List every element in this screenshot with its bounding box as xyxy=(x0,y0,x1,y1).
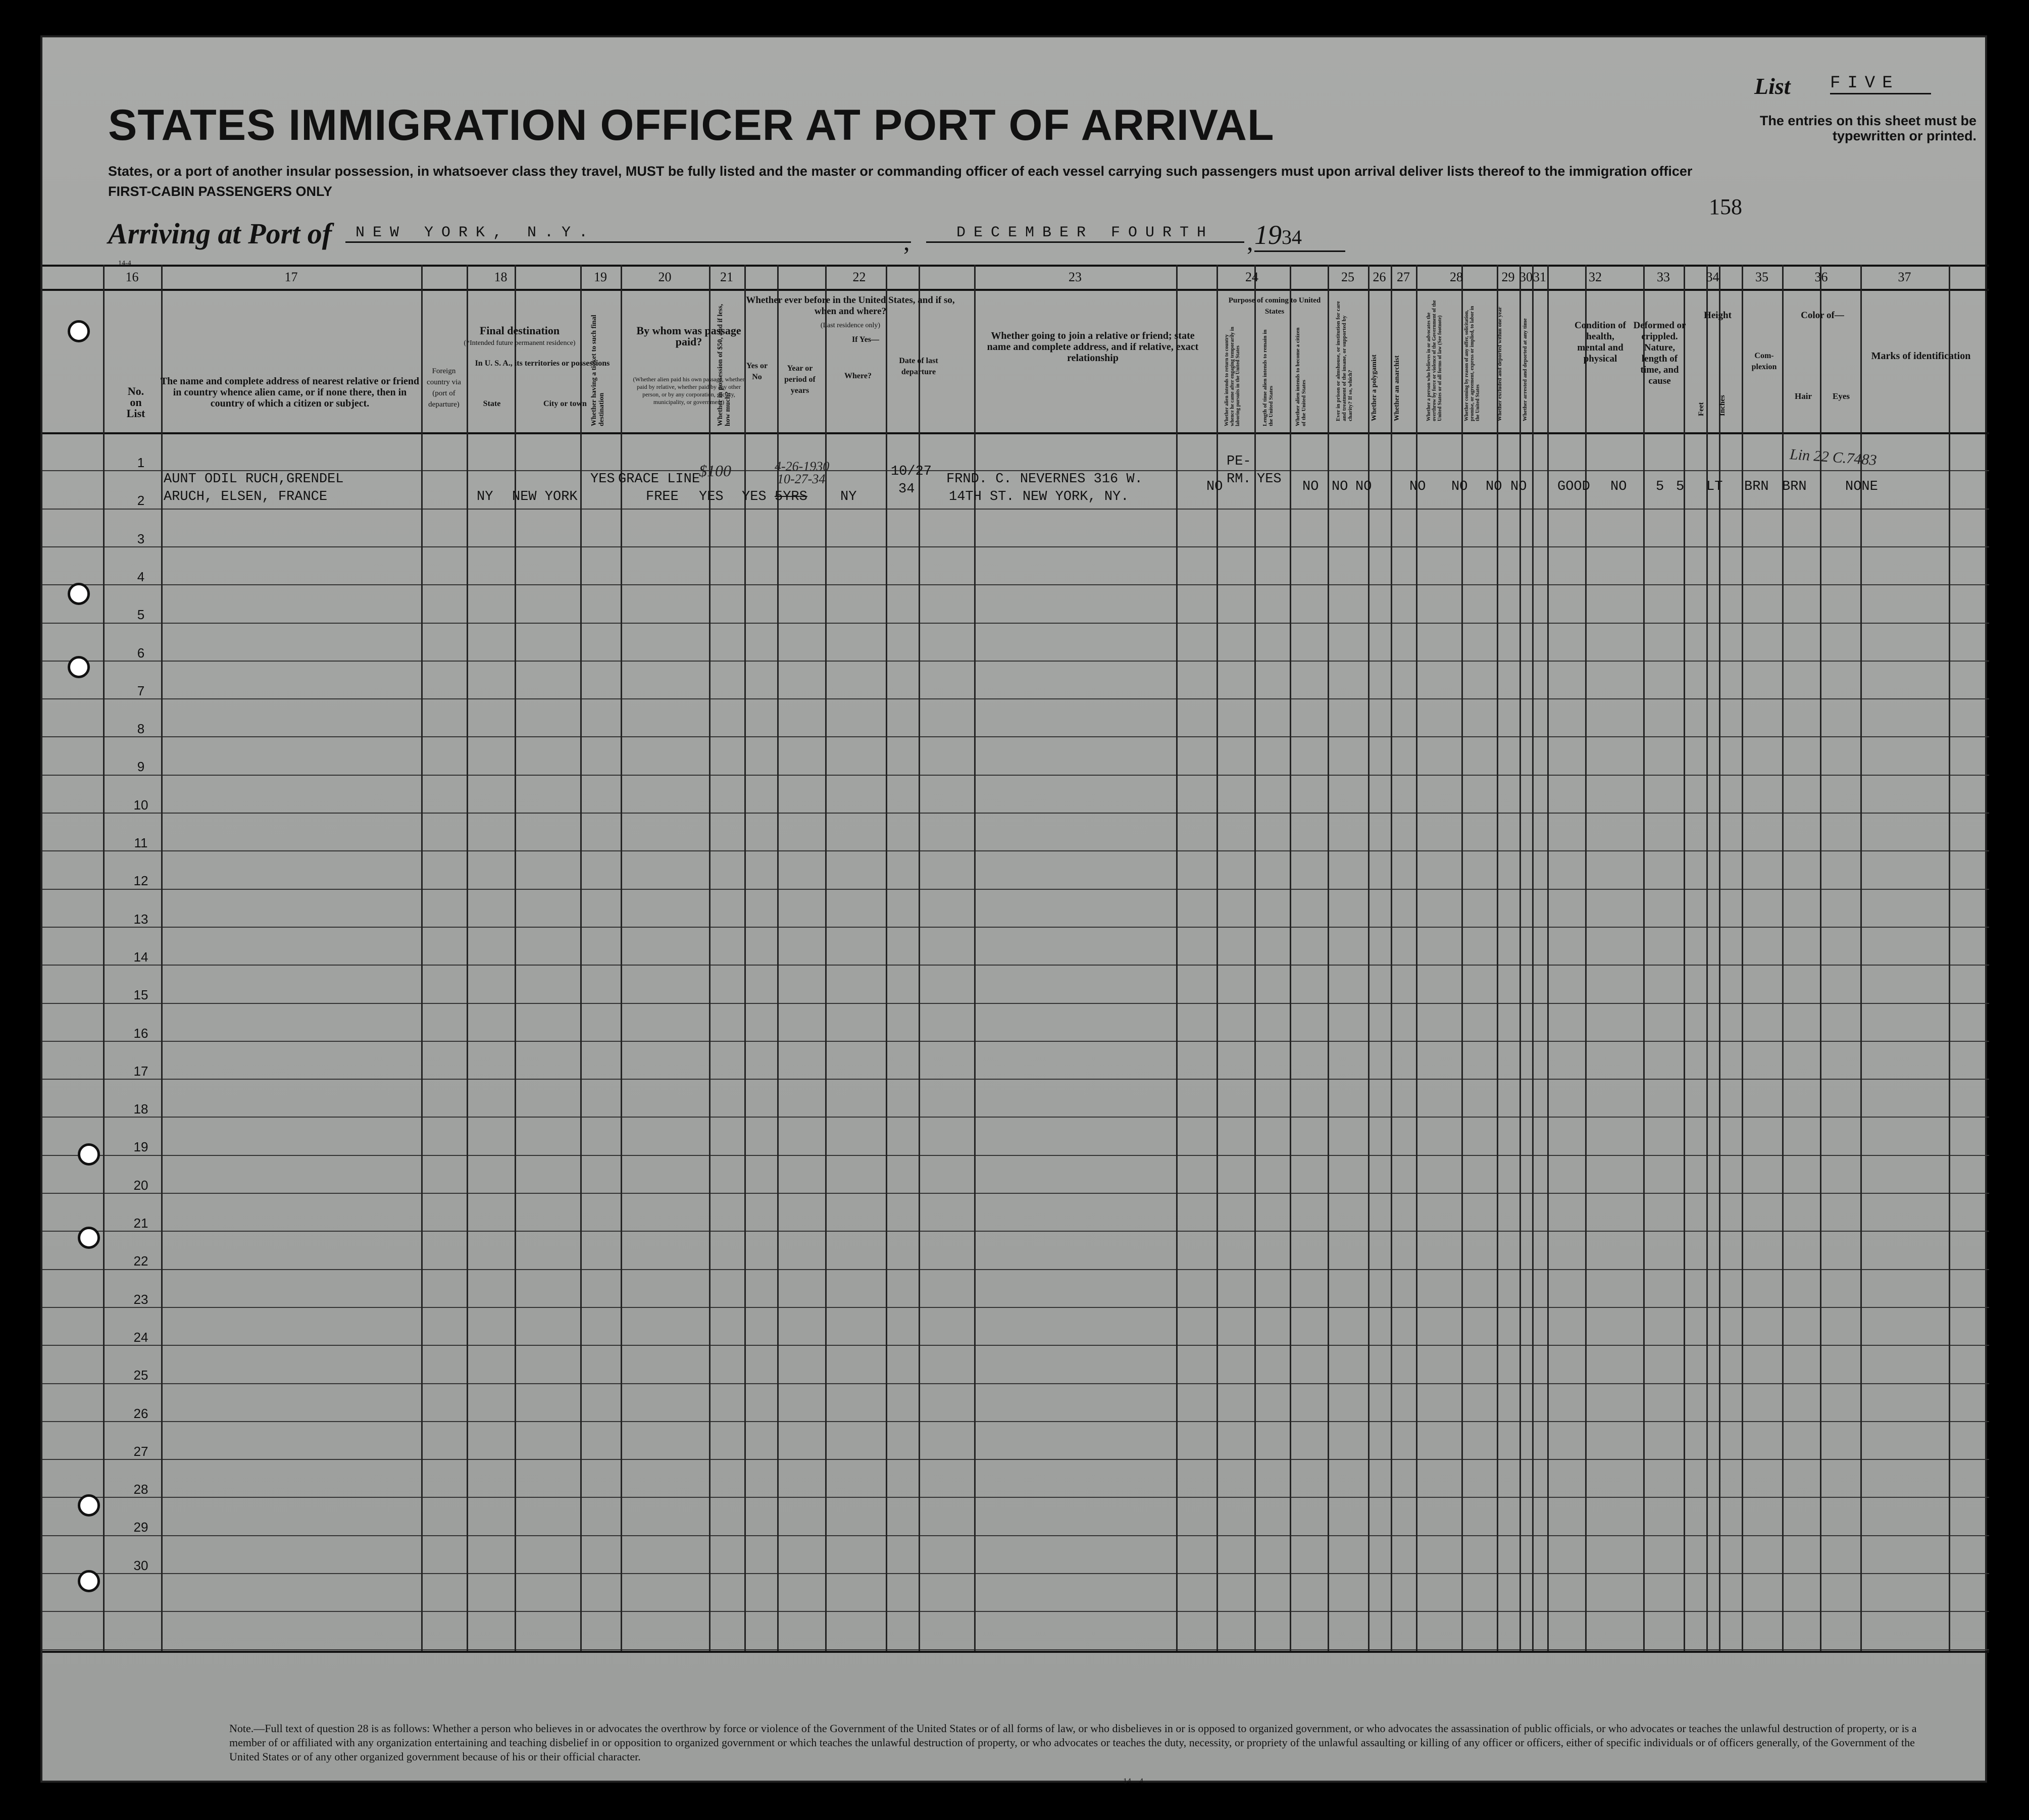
arrested-value: NO xyxy=(1510,479,1527,494)
column-line xyxy=(1643,265,1645,1651)
row-line xyxy=(42,1117,1989,1118)
row-line xyxy=(42,1307,1989,1308)
feet-value: 5 xyxy=(1656,479,1664,494)
row-number: 20 xyxy=(133,1177,148,1193)
passage-line-1: GRACE LINE xyxy=(618,472,700,487)
column-line xyxy=(1532,265,1534,1651)
length-line-2: RM. xyxy=(1227,472,1251,487)
arrival-year xyxy=(1254,219,1345,252)
labor-offer-value: NO xyxy=(1451,479,1468,494)
row-number: 17 xyxy=(133,1063,148,1079)
ticket-value: YES xyxy=(590,472,615,487)
year-suffix: 34 xyxy=(1282,226,1302,248)
header-labor-offer: Whether coming by reason of any offer, solicitation, promise, or agreement, express or implied, to labor in the United States xyxy=(1464,306,1481,421)
column-line xyxy=(1497,265,1498,1651)
row-line xyxy=(42,1041,1989,1042)
header-last-departure: Date of last departure xyxy=(899,357,938,376)
row-number: 29 xyxy=(133,1520,148,1535)
years-handwritten-2: 10-27-34 xyxy=(777,472,826,486)
column-line xyxy=(1368,265,1369,1651)
row-line xyxy=(42,1497,1989,1498)
column-number: 32 xyxy=(1589,270,1602,284)
column-number: 17 xyxy=(284,270,298,284)
class-line: FIRST-CABIN PASSENGERS ONLY xyxy=(108,184,333,199)
column-number: 30 xyxy=(1519,270,1533,284)
deformed-value: NO xyxy=(1610,479,1627,494)
row-number: 7 xyxy=(137,683,145,698)
row-line xyxy=(42,889,1989,890)
row-line xyxy=(42,546,1989,547)
header-money: Whether in possession of $50, and if less, how much? xyxy=(717,304,732,426)
header-excluded: Whether excluded and deported within one year xyxy=(1497,307,1503,421)
arriving-label: Arriving at Port of xyxy=(108,217,332,250)
year-prefix: 19 xyxy=(1254,220,1282,250)
header-if-yes: If Yes— xyxy=(851,335,880,344)
row-line xyxy=(42,1193,1989,1194)
header-foreign-country: Foreign country via (port of departure) xyxy=(427,367,461,409)
polygamist-value: NO xyxy=(1332,479,1348,494)
column-number: 20 xyxy=(658,270,672,284)
where-value: NY xyxy=(840,489,857,504)
column-line xyxy=(886,265,887,1651)
header-where: Where? xyxy=(844,372,872,380)
header-ticket: Whether having a ticket to such final destination xyxy=(590,315,605,426)
anarchist-value: NO xyxy=(1355,479,1372,494)
row-line xyxy=(42,775,1989,776)
row-number: 24 xyxy=(133,1329,148,1345)
relative-line-2: ARUCH, ELSEN, FRANCE xyxy=(164,489,328,504)
money-handwritten: $100 xyxy=(699,462,731,480)
column-number: 22 xyxy=(852,270,866,284)
header-no-on-list: No. on List xyxy=(126,385,145,420)
eyes-value: BRN xyxy=(1782,479,1807,494)
footnote-code: 14—4 xyxy=(1123,1777,1143,1786)
header-feet: Feet xyxy=(1697,402,1705,416)
column-number: 28 xyxy=(1450,270,1463,284)
column-number: 33 xyxy=(1657,270,1670,284)
column-line xyxy=(1706,265,1708,1651)
header-city: City or town xyxy=(543,399,587,408)
row-number: 23 xyxy=(133,1291,148,1307)
header-inches: Inches xyxy=(1718,395,1727,416)
column-line xyxy=(467,265,468,1651)
manifest-sheet xyxy=(40,35,1987,1786)
column-number: 34 xyxy=(1706,270,1719,284)
column-number: 26 xyxy=(1373,270,1386,284)
column-number: 19 xyxy=(594,270,607,284)
header-state: State xyxy=(483,399,501,408)
years-handwritten: 4-26-1930 xyxy=(775,459,830,474)
row-line xyxy=(42,1573,1989,1574)
return-home-value: NO xyxy=(1206,479,1223,494)
column-line xyxy=(1547,265,1549,1651)
header-overthrow: Whether a person who believes in or advocates the overthrow by force or violence of the Government of the United States or of all forms of law (See footnote) xyxy=(1426,300,1443,421)
health-value: GOOD xyxy=(1557,479,1590,494)
relative-line-1: AUNT ODIL RUCH,GRENDEL xyxy=(164,472,344,487)
marginal-note: Lin 22 C.7483 xyxy=(1789,446,1878,469)
column-line xyxy=(1461,265,1463,1651)
row-line xyxy=(42,1269,1989,1270)
length-line-1: PE- xyxy=(1227,454,1251,469)
row-line xyxy=(42,1535,1989,1536)
row-number: 8 xyxy=(137,721,145,737)
money-value: YES xyxy=(699,489,724,504)
column-number: 24 xyxy=(1245,270,1258,284)
column-number: 18 xyxy=(494,270,508,284)
column-number: 31 xyxy=(1533,270,1546,284)
header-ever-before: Whether ever before in the United States, and if so, when and where? xyxy=(746,295,955,317)
row-line xyxy=(42,927,1989,928)
column-line xyxy=(1416,265,1417,1651)
row-number: 14 xyxy=(133,949,148,965)
marks-value: NONE xyxy=(1845,479,1878,494)
list-label: List xyxy=(1754,73,1791,99)
complexion-value: LT xyxy=(1706,479,1723,494)
header-purpose-return: Whether alien intends to return to country whence he came after engaging temporarily in laboring pursuits in the United States xyxy=(1224,327,1241,426)
header-polygamist: Whether a polygamist xyxy=(1371,355,1378,421)
column-line xyxy=(1782,265,1784,1651)
header-color-of: Color of— xyxy=(1801,310,1844,321)
column-number: 29 xyxy=(1501,270,1515,284)
row-line xyxy=(42,1155,1989,1156)
row-number: 21 xyxy=(133,1216,148,1231)
ever-before-value: YES xyxy=(742,489,767,504)
row-line xyxy=(42,965,1989,966)
comma-mark: , xyxy=(903,227,910,256)
punch-hole-icon xyxy=(78,1494,100,1516)
prison-value: NO xyxy=(1302,479,1319,494)
header-join-relative: Whether going to join a relative or friend; state name and complete address, and if relative, exact relationship xyxy=(987,330,1199,364)
header-prison: Ever in prison or almshouse, or institution for care and treatment of the insane, or supported by charity? If so, which? xyxy=(1335,301,1353,421)
punch-hole-icon xyxy=(78,1570,100,1592)
row-number: 27 xyxy=(133,1443,148,1459)
column-line xyxy=(1391,265,1392,1651)
row-line xyxy=(42,1079,1989,1080)
column-line xyxy=(1684,265,1685,1651)
row-number: 3 xyxy=(137,531,145,546)
header-eyes: Eyes xyxy=(1833,391,1850,401)
row-number: 13 xyxy=(133,911,148,927)
row-number: 19 xyxy=(133,1139,148,1155)
column-number: 25 xyxy=(1341,270,1354,284)
column-number: 36 xyxy=(1814,270,1828,284)
excluded-value: NO xyxy=(1486,479,1502,494)
column-line xyxy=(1216,265,1218,1651)
page-title: STATES IMMIGRATION OFFICER AT PORT OF ARRIVAL xyxy=(108,101,1275,149)
header-marks: Marks of identification xyxy=(1871,350,1971,362)
row-line xyxy=(42,736,1989,737)
row-number: 9 xyxy=(137,759,145,775)
header-arrested: Whether arrested and deported at any time xyxy=(1522,318,1528,421)
header-years: Year or period of years xyxy=(784,364,816,395)
row-line xyxy=(42,850,1989,851)
row-line xyxy=(42,1231,1989,1232)
page-subtitle: States, or a port of another insular possession, in whatsoever class they travel, MUST be fully listed and the master or commanding officer of each vessel carrying such passengers must upon arrival deliver lists thereof to the immigration officer xyxy=(108,164,1693,179)
header-anarchist: Whether an anarchist xyxy=(1393,355,1401,421)
header-hair: Hair xyxy=(1795,391,1812,401)
punch-hole-icon xyxy=(78,1227,100,1249)
row-number: 12 xyxy=(133,873,148,889)
column-line xyxy=(1254,265,1256,1651)
column-line xyxy=(1719,265,1720,1651)
header-final-destination: Final destination xyxy=(479,324,560,337)
header-purpose-citizen: Whether alien intends to become a citizen of the United States xyxy=(1295,327,1307,426)
header-passage-paid: By whom was passage paid? xyxy=(636,324,741,348)
header-purpose: Purpose of coming to United States xyxy=(1228,296,1321,316)
column-number: 35 xyxy=(1755,270,1768,284)
arrival-date: DECEMBER FOURTH xyxy=(926,224,1244,243)
header-ever-before-note: (Last residence only) xyxy=(820,322,881,329)
row-line xyxy=(42,661,1989,662)
column-number: 37 xyxy=(1898,270,1911,284)
column-line xyxy=(1585,265,1587,1651)
header-purpose-length: Length of time alien intends to remain in the United States xyxy=(1262,329,1274,426)
column-line xyxy=(744,265,746,1651)
column-line xyxy=(1820,265,1821,1651)
row-number: 30 xyxy=(133,1557,148,1573)
overthrow-value: NO xyxy=(1409,479,1426,494)
passage-line-2: FREE xyxy=(646,489,679,504)
header-health: Condition of health, mental and physical xyxy=(1575,320,1626,364)
list-number: FIVE xyxy=(1830,74,1931,94)
header-height: Height xyxy=(1704,310,1732,321)
row-number: 11 xyxy=(134,835,148,850)
row-line xyxy=(42,1383,1989,1384)
row-line xyxy=(42,584,1989,585)
header-deformed: Deformed or crippled. Nature, length of time, and cause xyxy=(1633,320,1686,386)
column-number: 16 xyxy=(125,270,139,284)
row-line xyxy=(42,1003,1989,1004)
footnote: Note.—Full text of question 28 is as follows: Whether a person who believes in or advocates the overthrow by force or violence of the Government of the United States or of all forms of law, or who disbelieves in or is opposed to organized government, or who advocates the assassination of public officials, or who advocates or teaches the unlawful destruction of property, or is a member of or affiliated with any organization entertaining and teaching disbelief in or opposition to organized government or which teaches the unlawful destruction of property, or who advocates or teaches the duty, necessity, or propriety of the unlawful assaulting or killing of any officer or officers, either of specific individuals or of officers generally, of the Government of the United States or of any other organized government because of his or their official character. xyxy=(229,1722,1917,1763)
column-line xyxy=(580,265,582,1651)
years-value: 5YRS xyxy=(775,489,807,504)
row-line xyxy=(42,470,1989,471)
row-line xyxy=(42,698,1989,699)
header-final-destination-note: (*Intended future permanent residence) xyxy=(464,339,576,347)
row-number: 2 xyxy=(137,493,145,509)
row-line xyxy=(42,1421,1989,1422)
column-line xyxy=(1176,265,1178,1651)
row-number: 25 xyxy=(133,1368,148,1383)
column-line xyxy=(1742,265,1743,1651)
destination-city: NEW YORK xyxy=(512,489,578,504)
row-line xyxy=(42,813,1989,814)
punch-hole-icon xyxy=(68,656,90,678)
column-number: 23 xyxy=(1069,270,1082,284)
column-line xyxy=(1860,265,1862,1651)
column-number: 21 xyxy=(720,270,733,284)
row-number: 5 xyxy=(137,607,145,623)
citizen-value: YES xyxy=(1257,472,1282,487)
row-number: 1 xyxy=(137,455,145,470)
last-departure-line-1: 10/27 xyxy=(891,464,932,479)
row-line xyxy=(42,1459,1989,1460)
header-in-usa: In U. S. A., its territories or possessions xyxy=(475,359,610,368)
row-number: 6 xyxy=(137,645,145,661)
column-line xyxy=(1949,265,1950,1651)
comma-mark: , xyxy=(1247,227,1253,256)
hair-value: BRN xyxy=(1744,479,1769,494)
page-number: 158 xyxy=(1709,194,1742,219)
row-number: 28 xyxy=(133,1482,148,1497)
last-departure-line-2: 34 xyxy=(898,482,915,497)
row-line xyxy=(42,1649,1989,1650)
row-number: 16 xyxy=(133,1025,148,1041)
column-line xyxy=(515,265,516,1651)
join-line-1: FRND. C. NEVERNES 316 W. xyxy=(946,472,1143,487)
column-line xyxy=(103,265,105,1651)
row-line xyxy=(42,1611,1989,1612)
row-number: 18 xyxy=(133,1101,148,1117)
row-number: 22 xyxy=(133,1253,148,1269)
column-line xyxy=(421,265,423,1651)
column-number: 27 xyxy=(1397,270,1410,284)
join-line-2: 14TH ST. NEW YORK, NY. xyxy=(949,489,1129,504)
row-number: 15 xyxy=(133,987,148,1003)
header-yes-no: Yes or No xyxy=(746,362,768,381)
arrival-port: NEW YORK, N.Y. xyxy=(345,224,911,243)
punch-hole-icon xyxy=(68,583,90,605)
column-line xyxy=(1519,265,1521,1651)
punch-hole-icon xyxy=(78,1143,100,1166)
punch-hole-icon xyxy=(68,320,90,342)
row-line xyxy=(42,509,1989,510)
manifest-table xyxy=(42,249,1989,1689)
inches-value: 5 xyxy=(1676,479,1685,494)
header-complexion: Com- plexion xyxy=(1751,351,1777,371)
form-code: 14-4 xyxy=(118,260,131,267)
row-number: 4 xyxy=(137,569,145,584)
row-line xyxy=(42,623,1989,624)
column-line xyxy=(1290,265,1291,1651)
header-passage-note: (Whether alien paid his own passage, whether paid by relative, whether paid by any other person, or by any corporation, society, municipality, or government) xyxy=(633,376,745,406)
row-number: 10 xyxy=(133,797,148,813)
row-line xyxy=(42,1345,1989,1346)
row-number: 26 xyxy=(133,1405,148,1421)
destination-state: NY xyxy=(477,489,493,504)
entries-note: The entries on this sheet must be typewritten or printed. xyxy=(1759,113,1976,143)
column-line xyxy=(1328,265,1329,1651)
header-relative: The name and complete address of nearest relative or friend in country whence alien came, or if none there, then in country of which a citizen or subject. xyxy=(160,376,420,409)
